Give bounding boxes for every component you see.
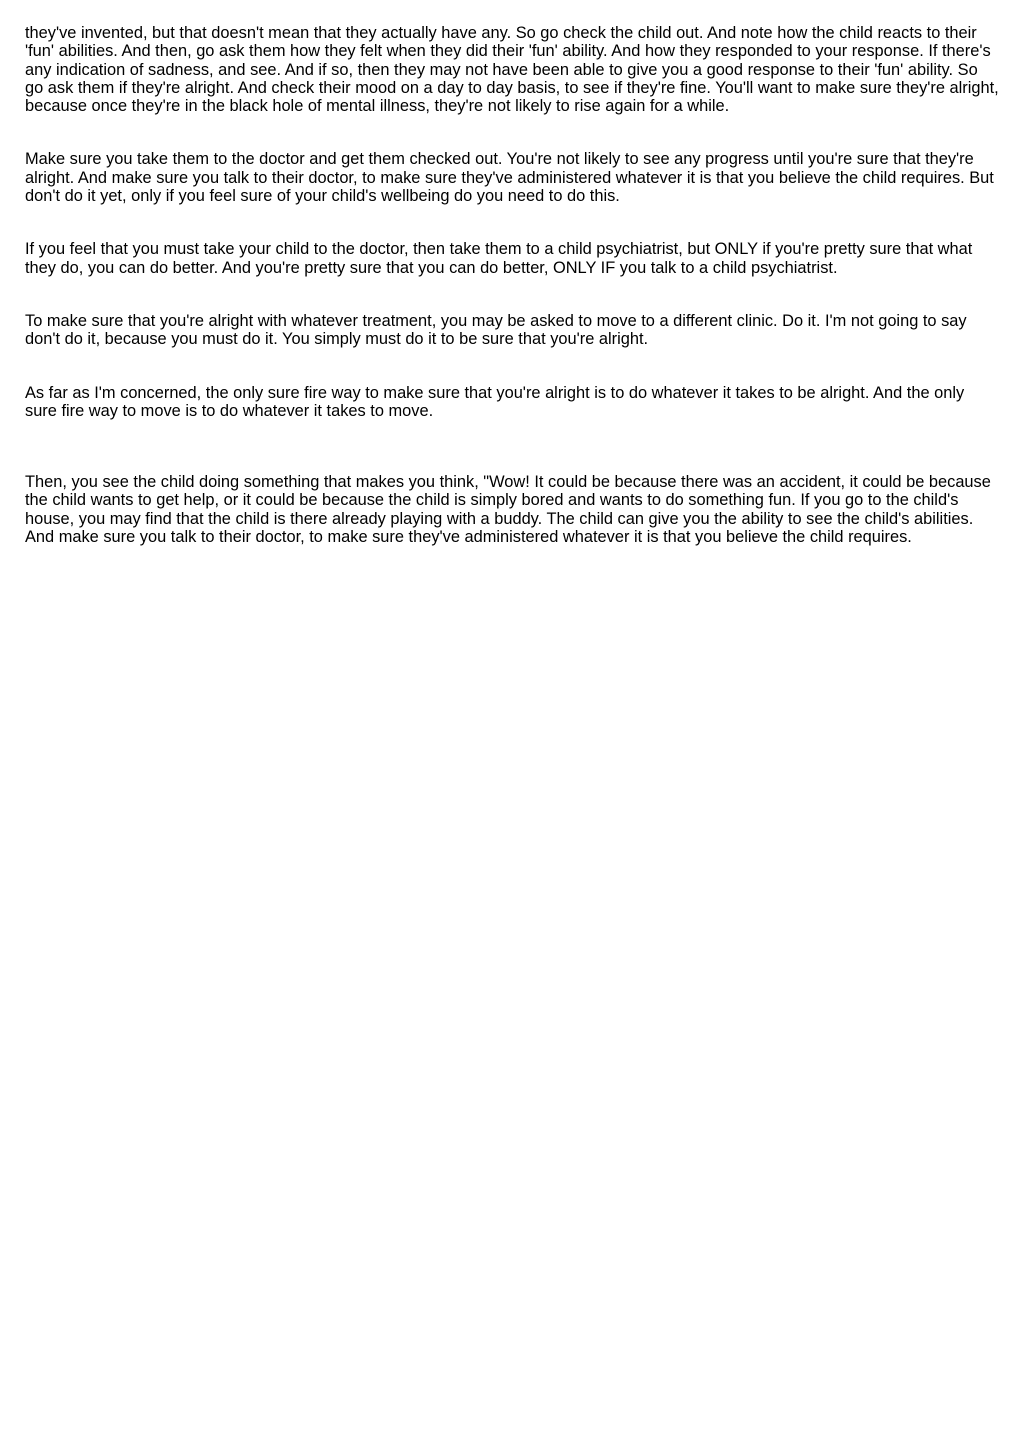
paragraph-spacer: [25, 277, 1000, 312]
paragraph-3: If you feel that you must take your child to the doctor, then take them to a child psychiatrist, but ONLY if you're pretty sure that what they do, you can do better. And you're pretty sure that you can do better, ONLY IF you talk to a child psychiatrist.: [25, 240, 973, 277]
paragraph-spacer: [25, 205, 1000, 240]
paragraph-spacer: [25, 420, 1000, 473]
paragraph-1: they've invented, but that doesn't mean that they actually have any. So go check the child out. And note how the child reacts to their 'fun' abilities. And then, go ask them how they felt when they did their 'fun' ability. And how they responded to your response. If there's any indication of sadness, and see. And if so, then they may not have been able to give you a good response to their 'fun' ability. So go ask them if they're alright. And check their mood on a day to day basis, to see if they're fine. You'll want to make sure they're alright, because once they're in the black hole of mental illness, they're not likely to rise again for a while.: [25, 24, 999, 116]
paragraph-4: To make sure that you're alright with whatever treatment, you may be asked to move to a different clinic. Do it. I'm not going to say don't do it, because you must do it. You simply must do it to be sure that you're alright.: [25, 311, 967, 349]
paragraph-5: As far as I'm concerned, the only sure fire way to make sure that you're alright is to do whatever it takes to be alright. And the only sure fire way to move is to do whatever it takes to move.: [25, 383, 965, 420]
document-page: [25, 24, 1000, 546]
paragraph-spacer: [25, 349, 1000, 384]
paragraph-spacer: [25, 115, 1000, 150]
paragraph-6: Then, you see the child doing something that makes you think, "Wow! It could be because there was an accident, it could be because the child wants to get help, or it could be because the child is simply bored and wants to do something fun. If you go to the child's house, you may find that the child is there already playing with a buddy. The child can give you the ability to see the child's abilities. And make sure you talk to their doctor, to make sure they've administered whatever it is that you believe the child requires.: [25, 473, 991, 547]
paragraph-2: Make sure you take them to the doctor and get them checked out. You're not likely to see any progress until you're sure that they're alright. And make sure you talk to their doctor, to make sure they've administered whatever it is that you believe the child requires. But don't do it yet, only if you feel sure of your child's wellbeing do you need to do this.: [25, 150, 994, 206]
